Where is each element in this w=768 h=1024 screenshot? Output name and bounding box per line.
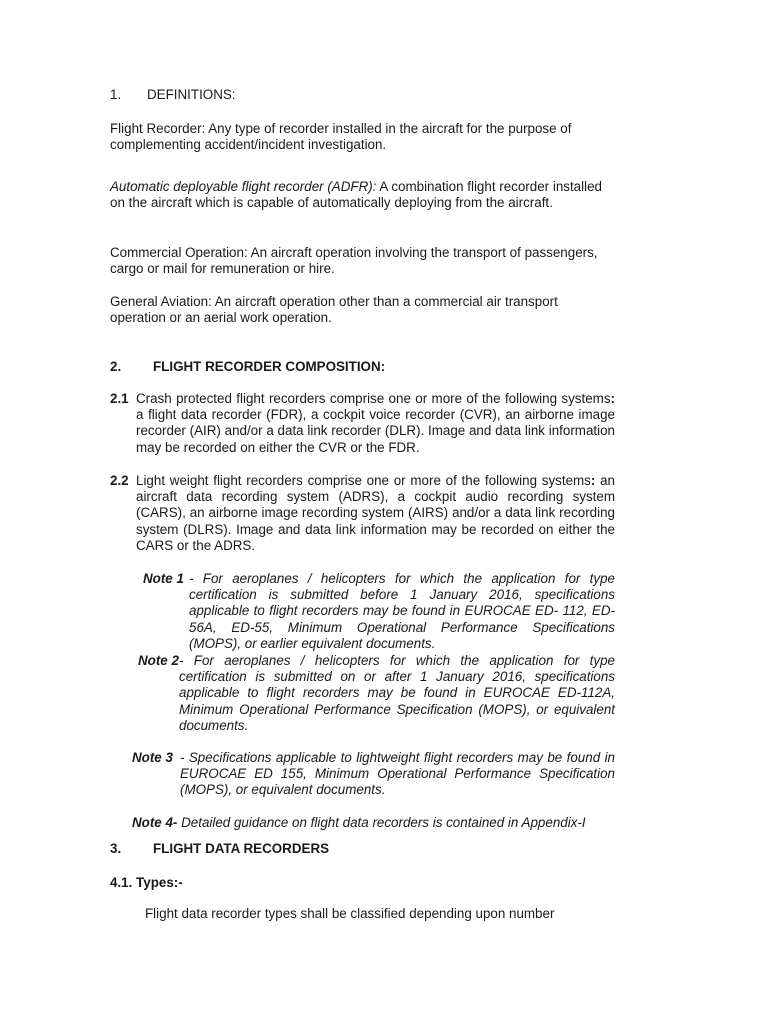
item-2-1-text-b: a flight data recorder (FDR), a cockpit voice recorder (CVR), an airborne image recorder (AIR) and/or a data link recorder (DLR). Image and data link information may be recorded on either the CVR or the FDR. (136, 407, 615, 455)
section-3-number: 3. (110, 841, 122, 856)
item-2-2-text (136, 473, 615, 554)
note-1-label: Note 1 (143, 571, 184, 586)
note-4-label: Note 4- (132, 815, 178, 830)
section-2-title: FLIGHT RECORDER COMPOSITION: (153, 359, 386, 374)
note-4 (132, 815, 652, 831)
note-3-label: Note 3 (132, 750, 173, 765)
item-2-2-colon: : (590, 473, 596, 488)
section-1-heading (110, 87, 236, 103)
note-3-text: - Specifications applicable to lightweight flight recorders may be found in EUROCAE ED 155, Minimum Operational Performance Specification (MOPS), or equivalent documents. (180, 750, 615, 798)
item-2-1-text (136, 391, 615, 456)
definition-adfr-text: A combination flight recorder installed on the aircraft which is capable of automatically deploying from the aircraft. (110, 179, 602, 211)
definition-adfr-term: Automatic deployable flight recorder (ADFR): (110, 179, 377, 194)
note-1-text: - For aeroplanes / helicopters for which the application for type certification is submitted before 1 January 2016, specifications applicable to flight recorders may be found in EUROCAE ED- 112, ED-56A, ED-55, Minimum Operational Performance Specifications (MOPS), or earlier equivalent documents. (189, 571, 615, 651)
note-2-text: - For aeroplanes / helicopters for which the application for type certification is submitted on or after 1 January 2016, specifications applicable to flight recorders may be found in EUROCAE ED-112A, Minimum Operational Performance Specification (MOPS), or equivalent documents. (179, 653, 615, 733)
section-1-title: DEFINITIONS: (147, 87, 236, 102)
section-2-heading (110, 359, 386, 375)
item-2-2-text-a: Light weight flight recorders comprise one or more of the following systems (136, 473, 591, 488)
note-2-label: Note 2 (138, 653, 179, 668)
section-3-heading (110, 841, 330, 857)
definition-flight-recorder: Flight Recorder: Any type of recorder installed in the aircraft for the purpose of complementing accident/incident investigation. (110, 121, 572, 153)
section-1-number: 1. (110, 87, 122, 102)
note-4-text: Detailed guidance on flight data recorders is contained in Appendix-I (177, 815, 586, 830)
section-3-title: FLIGHT DATA RECORDERS (153, 841, 330, 856)
definition-general-aviation: General Aviation: An aircraft operation other than a commercial air transport operation or an aerial work operation. (110, 294, 558, 326)
item-2-2-number: 2.2 (110, 473, 129, 488)
types-paragraph: Flight data recorder types shall be classified depending upon number (145, 906, 555, 921)
section-4-1-heading: 4.1. Types:- (110, 875, 183, 890)
item-2-1-text-a: Crash protected flight recorders comprise one or more of the following systems (136, 391, 611, 406)
definition-adfr (110, 179, 615, 211)
item-2-2-text-b: an aircraft data recording system (ADRS), a cockpit audio recording system (CARS), an airborne image recording system (AIRS) and/or a data link recording system (DLRS). Image and data link information may be recorded on either the CARS or the ADRS. (136, 473, 616, 553)
item-2-1-colon: : (610, 391, 615, 406)
section-2-number: 2. (110, 359, 122, 374)
item-2-1-number: 2.1 (110, 391, 129, 406)
definition-commercial-operation: Commercial Operation: An aircraft operation involving the transport of passengers, cargo or mail for remuneration or hire. (110, 245, 598, 277)
